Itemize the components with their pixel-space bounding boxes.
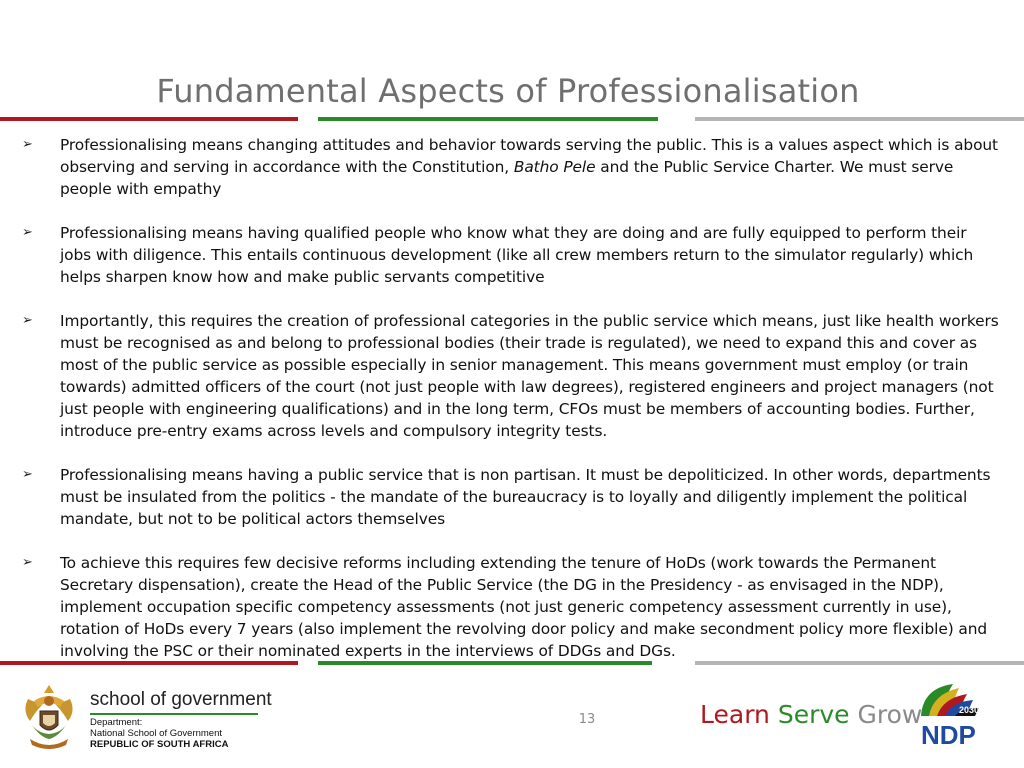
bullet-item: [22, 134, 1002, 200]
divider-red-top: [0, 117, 298, 121]
ndp-letters: NDP: [921, 720, 976, 750]
department-text: [90, 717, 228, 750]
text-run: Professionalising means having qualified people who know what they are doing and are fully equipped to perform their jobs with diligence. This entails continuous development (like all crew members return to the simulator regularly) which helps sharpen know how and make public servants competitive: [60, 224, 974, 286]
school-of-government-wordmark: school of government: [90, 689, 272, 710]
page-number: 13: [578, 712, 596, 727]
text-run: Professionalising means changing attitudes and behavior towards serving the public. This is a values aspect which is about observing and serving in accordance with the Constitution,: [60, 136, 998, 176]
text-run: and the Public Service Charter. We must serve people with empathy: [60, 158, 954, 198]
divider-green-top: [318, 117, 658, 121]
arrow-bullet-icon: ➢: [22, 467, 33, 482]
wordmark-underline: [90, 713, 258, 715]
coat-of-arms-logo: [20, 681, 78, 753]
text-run: Importantly, this requires the creation of professional categories in the public service which means, just like health workers must be recognised as and belong to professional bodies (their trade is regulated), we need to expand this and cover as most of the public service as possible especially in senior management. This means government must employ (or train towards) admitted officers of the court (not just people with law degrees), registered engineers and project managers (not just people with engineering qualifications) and in the long term, CFOs must be members of accounting bodies. Further, introduce pre-entry exams across levels and compulsory integrity tests.: [60, 312, 999, 440]
bullet-text: [60, 464, 1002, 530]
tagline: [700, 700, 922, 729]
bullet-item: [22, 552, 1002, 662]
dept-line-2: National School of Government: [90, 728, 223, 739]
arrow-bullet-icon: ➢: [22, 225, 33, 240]
divider-green-bottom: [318, 661, 652, 665]
ndp-2030-logo: [915, 680, 987, 750]
italic-text: Batho Pele: [513, 158, 596, 176]
bullet-text: [60, 134, 1002, 200]
bullet-text: [60, 310, 1002, 442]
tagline-learn: Learn: [700, 700, 770, 729]
text-run: To achieve this requires few decisive reforms including extending the tenure of HoDs (work towards the Permanent Secretary dispensation), create the Head of the Public Service (the DG in the Presidency - as envisaged in the NDP), implement occupation specific competency assessments (not just generic competency assessment currently in use), rotation of HoDs every 7 years (also implement the revolving door policy and make secondment policy more flexible) and involving the PSC or their nominated experts in the interviews of DDGs and DGs.: [60, 554, 988, 660]
bullet-item: [22, 464, 1002, 530]
arrow-bullet-icon: ➢: [22, 137, 33, 152]
bullet-text: [60, 552, 1002, 662]
arrow-bullet-icon: ➢: [22, 313, 33, 328]
bullet-item: [22, 310, 1002, 442]
divider-grey-bottom: [695, 661, 1024, 665]
dept-line-3: REPUBLIC OF SOUTH AFRICA: [90, 739, 229, 750]
divider-red-bottom: [0, 661, 298, 665]
arrow-bullet-icon: ➢: [22, 555, 33, 570]
tagline-serve: Serve: [777, 700, 850, 729]
text-run: Professionalising means having a public service that is non partisan. It must be depoliticized. In other words, departments must be insulated from the politics - the mandate of the bureaucracy is to loyally and diligently implement the political mandate, but not to be political actors themselves: [60, 466, 991, 528]
dept-line-1: Department:: [90, 717, 143, 728]
bullet-list: [22, 134, 1002, 684]
tagline-grow: Grow: [857, 700, 923, 729]
ndp-year: 2030: [959, 705, 980, 715]
bullet-text: [60, 222, 1002, 288]
slide-title: Fundamental Aspects of Professionalisation: [156, 72, 860, 110]
divider-grey-top: [695, 117, 1024, 121]
bullet-item: [22, 222, 1002, 288]
